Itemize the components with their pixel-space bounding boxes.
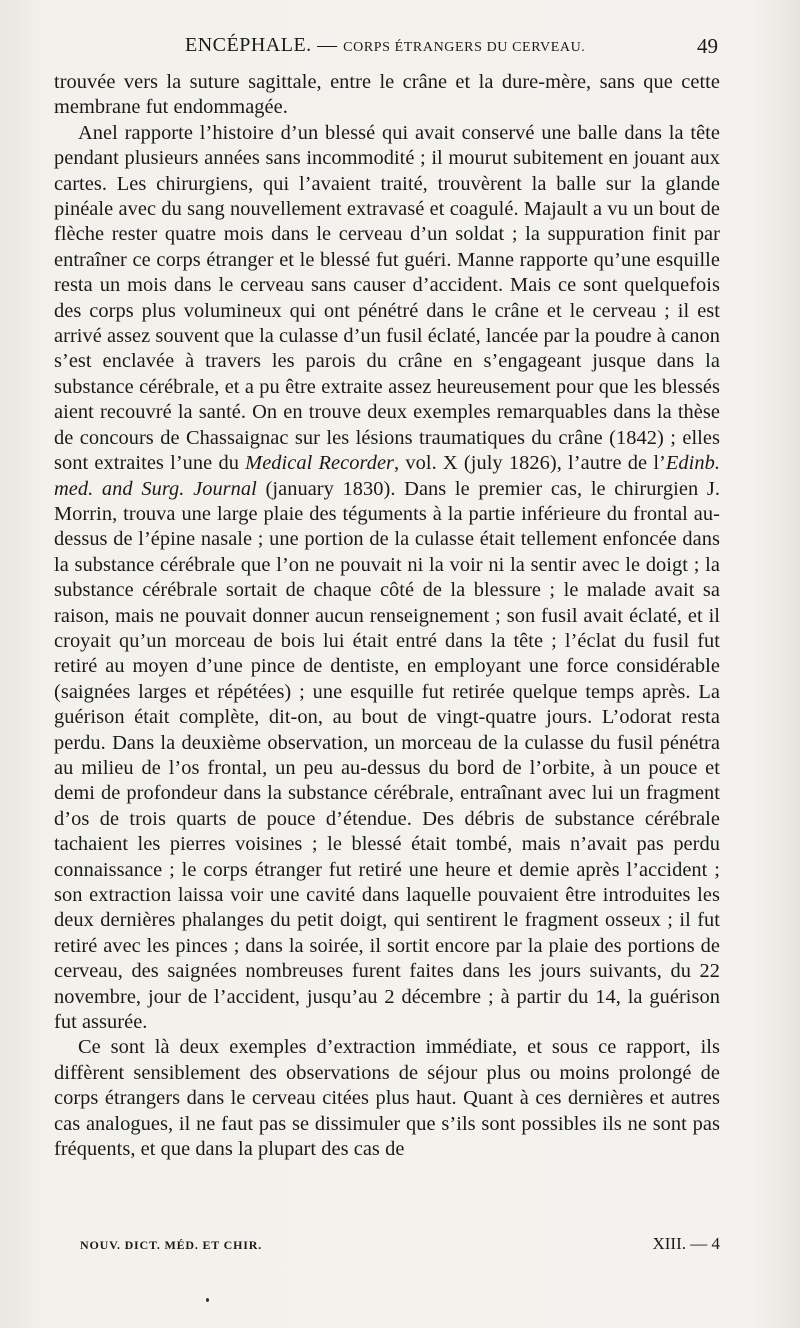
running-title [185,34,585,57]
text-run: trouvée vers la suture sagittale, entre le crâne et la dure-mère, sans que cette membrane fut endommagée. [54,71,720,119]
text-run: Anel rapporte l’histoire d’un blessé qui avait conservé une balle dans la tête pendant plusieurs années sans incommodité ; il mourut subitement en jouant aux cartes. Les chirurgiens, qui l’avaient traité, trouvèrent la balle sur la glande pinéale avec du sang nouvellement extravasé et coagulé. Majault a vu un bout de flèche rester quatre mois dans le cerveau d’un soldat ; la suppuration finit par entraîner ce corps étranger et le blessé fut guéri. Manne rapporte qu’une esquille resta un mois dans le cerveau sans causer d’accident. Mais ce sont quelquefois des corps plus volumineux qui ont pénétré dans le crâne et le cerveau ; il est arrivé assez souvent que la culasse d’un fusil éclaté, lancée par la poudre à canon s’est enclavée à travers les parois du crâne en s’engageant jusque dans la substance cérébrale, et a pu être extraite assez heureusement pour que les blessés aient recouvré la santé. On en trouve deux exemples remarquables dans la thèse de concours de Chassaignac sur les lésions traumatiques du crâne (1842) ; elles sont extraites l’une du [54,121,720,475]
body-text [54,70,720,1162]
paragraph [54,121,720,1036]
sheet-number: XIII. — 4 [652,1234,720,1253]
running-title-sub: CORPS ÉTRANGERS DU CERVEAU. [343,40,586,55]
page-number: 49 [697,34,718,58]
italic-title: Edinb. med. and Surg. Journal [54,452,721,500]
text-run: (january 1830). Dans le premier cas, le chirurgien J. Morrin, trouva une large plaie des téguments à la partie inférieure du frontal au-dessus de l’épine nasale ; une portion de la culasse était tellement enfoncée dans la substance cérébrale que l’on ne pouvait ni la voir ni la sentir avec le doigt ; la substance cérébrale sortait de chaque côté de la blessure ; le malade avait sa raison, mais ne pouvait donner aucun renseignement ; son fusil avait éclaté, et il croyait qu’un morceau de bois lui était entré dans la tête ; l’éclat du fusil fut retiré au moyen d’une pince de dentiste, en employant une force considérable (saignées larges et répétées) ; une esquille fut retirée quelque temps après. La guérison était complète, dit-on, au bout de vingt-quatre jours. L’odorat resta perdu. Dans la deuxième observation, un morceau de la culasse du fusil pénétra au milieu de l’os frontal, un peu au-dessus du bord de l’orbite, à un pouce et demi de profondeur dans la substance cérébrale, entraînant avec lui un fragment d’os de trois quarts de pouce d’étendue. Des débris de substance cérébrale tachaient les pierres voisines ; le blessé était tombé, mais n’avait pas perdu connaissance ; le corps étranger fut retiré une heure et demie après l’accident ; son extraction laissa voir une cavité dans laquelle pouvaient être introduites les deux dernières phalanges du petit doigt, qui sentirent le fragment osseux ; il fut retiré avec les pinces ; dans la soirée, il sortit encore par la plaie des portions de cerveau, des saignées nombreuses furent faites dans les jours suivants, du 22 novembre, jour de l’accident, jusqu’au 2 décembre ; à partir du 14, la guérison fut assurée. [54,477,721,1034]
page-footer [60,1234,720,1258]
text-run: , vol. X (july 1826), l’autre de l’ [394,452,666,475]
signature-mark: NOUV. DICT. MÉD. ET CHIR. [80,1238,263,1252]
paragraph [54,1035,720,1162]
running-title-dash: — [317,34,338,56]
italic-title: Medical Recorder [245,452,395,475]
text-run: Ce sont là deux exemples d’extraction immédiate, et sous ce rapport, ils diffèrent sensiblement des observations de séjour plus ou moins prolongé de corps étrangers dans le cerveau citées plus haut. Quant à ces dernières et autres cas analogues, il ne faut pas se dissimuler que s’ils sont possibles ils ne sont pas fréquents, et que dans la plupart des cas de [54,1036,720,1161]
ink-speck [206,1298,209,1302]
running-title-main: ENCÉPHALE. [185,34,312,56]
paragraph [54,70,720,121]
running-header [55,32,718,62]
